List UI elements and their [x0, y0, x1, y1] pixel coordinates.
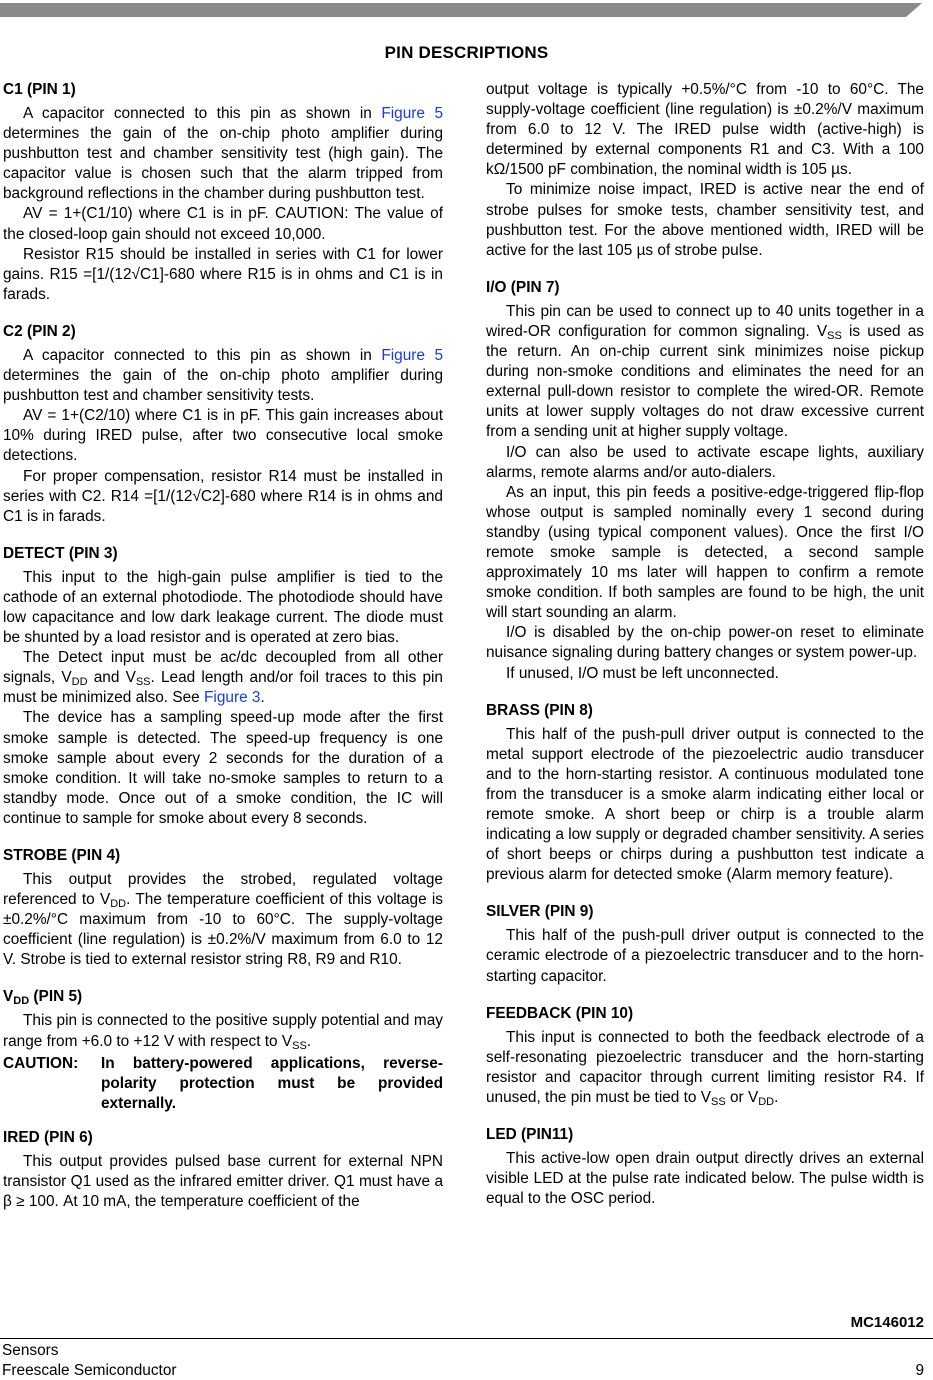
text: determines the gain of the on-chip photo amplifier during pushbutton test and chamber sensitivity tests. — [3, 367, 443, 405]
section-brass — [486, 701, 924, 886]
subscript: DD — [758, 1095, 775, 1108]
section-led — [486, 1125, 924, 1209]
text: This input is connected to both the feedback electrode of a self-resonating piezoelectric transducer and the horn-starting resistor and capacitor through current limiting resistor R4. If unused, the pin must be tied to V — [486, 1028, 924, 1106]
paragraph: This active-low open drain output directly drives an external visible LED at the pulse rate indicated below. The pulse width is equal to the OSC period. — [486, 1150, 924, 1208]
paragraph — [3, 1011, 443, 1051]
paragraph: I/O can also be used to activate escape lights, auxiliary alarms, remote alarms and/or auto-dialers. — [486, 443, 924, 481]
text: This pin is connected to the positive supply potential and may range from +6.0 to +12 V with respect to V — [3, 1012, 443, 1050]
section-title-led: LED (PIN11) — [486, 1126, 574, 1144]
subscript: DD — [13, 995, 30, 1008]
caution-label: CAUTION: — [3, 1054, 79, 1072]
paragraph — [3, 346, 443, 406]
paragraph: AV = 1+(C1/10) where C1 is in pF. CAUTION: The value of the closed-loop gain should not exceed 10,000. — [3, 205, 443, 243]
text: A capacitor connected to this pin as shown in — [23, 105, 382, 122]
section-title-brass: BRASS (PIN 8) — [486, 701, 593, 719]
page-title: PIN DESCRIPTIONS — [384, 43, 549, 62]
subscript: SS — [135, 676, 151, 689]
section-io — [486, 278, 924, 684]
figure-3-link[interactable]: Figure 3 — [204, 689, 261, 707]
figure-5-link[interactable]: Figure 5 — [381, 105, 443, 122]
section-title-io: I/O (PIN 7) — [486, 278, 560, 296]
text: determines the gain of the on-chip photo amplifier during pushbutton test and chamber sensitivity test (high gain). The capacitor value is chosen such that the alarm tripped from background reflections in the chamber during pushbutton test. — [3, 125, 443, 203]
page-number: 9 — [915, 1362, 924, 1379]
section-title-vdd — [3, 987, 443, 1007]
paragraph — [486, 1028, 924, 1108]
section-vdd — [3, 987, 443, 1113]
section-ired-continued — [486, 80, 924, 261]
text: . — [774, 1088, 779, 1106]
subscript: SS — [711, 1095, 726, 1108]
paragraph: As an input, this pin feeds a positive-edge-triggered flip-flop whose output is sampled nominally every 1 second during standby (using typical component values). Once the first I/O remote smoke sample is detected, a second sample approximately 10 ms later will happen to confirm a remote smoke condition. If both samples are found to be high, the unit will start sounding an alarm. — [486, 483, 924, 622]
text: . — [306, 1032, 312, 1050]
header-bar — [0, 0, 933, 18]
paragraph: Resistor R15 should be installed in series with C1 for lower gains. R15 =[1/(12√C1]-680 where R15 is in ohms and C1 is in farads. — [3, 245, 443, 303]
subscript: DD — [110, 898, 127, 911]
text: V — [3, 988, 14, 1006]
section-strobe — [3, 846, 443, 970]
footer-divider — [0, 1338, 933, 1339]
text: . The temperature coefficient of this voltage is ±0.2%/°C maximum from -10 to 60°C. The supply-voltage coefficient (line regulation) is ±0.2%/V maximum from 6.0 to 12 V. Strobe is tied to external resistor string R8, R9 and R10. — [3, 891, 444, 969]
section-title-c2: C2 (PIN 2) — [3, 322, 76, 340]
caution-note — [3, 1054, 443, 1114]
section-title-feedback: FEEDBACK (PIN 10) — [486, 1004, 634, 1022]
paragraph: This input to the high-gain pulse amplifier is tied to the cathode of an external photodiode. The photodiode should have low capacitance and low dark leakage current. The diode must be shunted by a load resistor and is operated at zero bias. — [3, 568, 443, 647]
footer-category: Sensors — [2, 1342, 59, 1359]
paragraph — [3, 870, 443, 970]
paragraph: This half of the push-pull driver output is connected to the ceramic electrode of a piezoelectric transducer and to the horn-starting capacitor. — [486, 927, 924, 985]
text: and V — [87, 669, 136, 687]
caution-text: In battery-powered applications, reverse-polarity protection must be provided externally. — [101, 1054, 443, 1112]
figure-5-link[interactable]: Figure 5 — [381, 346, 443, 364]
text: or V — [725, 1088, 759, 1106]
left-column — [3, 80, 443, 1229]
section-title-c1: C1 (PIN 1) — [3, 81, 76, 98]
section-c2 — [3, 322, 443, 527]
text: The Detect input must be ac/dc decoupled from all other signals, V — [3, 649, 443, 687]
text: (PIN 5) — [29, 988, 83, 1006]
section-silver — [486, 902, 924, 986]
text: is used as the return. An on-chip current sink minimizes noise pickup during non-smoke conditions and eliminates the need for an external pull-down resistor to complete the wired-OR. Remote units at lower supply voltages do not draw excessive current from a sending unit at higher supply voltage. — [486, 322, 924, 441]
paragraph: This output provides pulsed base current for external NPN transistor Q1 used as the infrared emitter driver. Q1 must have a β ≥ 100. At 10 mA, the temperature coefficient of the — [3, 1152, 443, 1211]
right-column — [486, 80, 924, 1226]
paragraph — [486, 302, 924, 443]
section-detect — [3, 544, 443, 829]
text: This pin can be used to connect up to 40 units together in a wired-OR configuration for common signaling. V — [486, 302, 924, 340]
subscript: DD — [71, 676, 88, 689]
paragraph: For proper compensation, resistor R14 must be installed in series with C2. R14 =[1/(12√C2]-680 where R14 is in ohms and C1 is in farads. — [3, 467, 443, 525]
section-feedback — [486, 1004, 924, 1108]
paragraph: If unused, I/O must be left unconnected. — [506, 664, 779, 682]
paragraph: To minimize noise impact, IRED is active near the end of strobe pulses for smoke tests, chamber sensitivity test, and pushbutton test. For the above mentioned width, IRED will be active for the last 105 µs of strobe pulse. — [486, 181, 924, 259]
subscript: SS — [292, 1039, 307, 1052]
text: A capacitor connected to this pin as shown in — [23, 346, 382, 364]
paragraph: output voltage is typically +0.5%/°C from -10 to 60°C. The supply-voltage coefficient (line regulation) is ±0.2%/V maximum from 6.0 to 12 V. The IRED pulse width (active-high) is determined by external components R1 and C3. With a 100 kΩ/1500 pF combination, the nominal width is 105 µs. — [486, 81, 924, 179]
paragraph — [3, 104, 443, 204]
section-c1 — [3, 80, 443, 305]
section-title-ired: IRED (PIN 6) — [3, 1128, 93, 1146]
section-title-detect: DETECT (PIN 3) — [3, 544, 118, 562]
subscript: SS — [827, 329, 842, 342]
paragraph: The device has a sampling speed-up mode after the first smoke sample is detected. The speed-up frequency is one smoke sample about every 2 seconds for the duration of a smoke condition. It will take no-smoke samples to return to a standby mode. Once out of a smoke condition, the IC will continue to sample for smoke about every 8 seconds. — [3, 709, 443, 827]
paragraph: I/O is disabled by the on-chip power-on reset to eliminate nuisance signaling during battery changes or system power-up. — [486, 624, 924, 662]
section-title-silver: SILVER (PIN 9) — [486, 903, 594, 921]
paragraph — [3, 648, 443, 708]
footer-company: Freescale Semiconductor — [2, 1362, 177, 1379]
paragraph: This half of the push-pull driver output is connected to the metal support electrode of the piezoelectric audio transducer and to the horn-starting resistor. A continuous modulated tone from the transducer is a smoke alarm indicating either local or remote smoke. A short beep or chirp is a trouble alarm indicating a low supply or degraded chamber sensitivity. A series of short beeps or chirps during a pushbutton test indicate a previous alarm for detected smoke (Alarm memory feature). — [486, 725, 924, 884]
section-ired — [3, 1128, 443, 1212]
text: . — [260, 689, 265, 707]
section-title-strobe: STROBE (PIN 4) — [3, 847, 121, 864]
text: . Lead length and/or foil traces to this pin must be minimized also. See — [3, 669, 443, 707]
footer-part-number: MC146012 — [850, 1314, 924, 1331]
text: This output provides the strobed, regulated voltage referenced to V — [3, 871, 443, 909]
paragraph: AV = 1+(C2/10) where C1 is in pF. This gain increases about 10% during IRED pulse, after two consecutive local smoke detections. — [3, 407, 443, 465]
